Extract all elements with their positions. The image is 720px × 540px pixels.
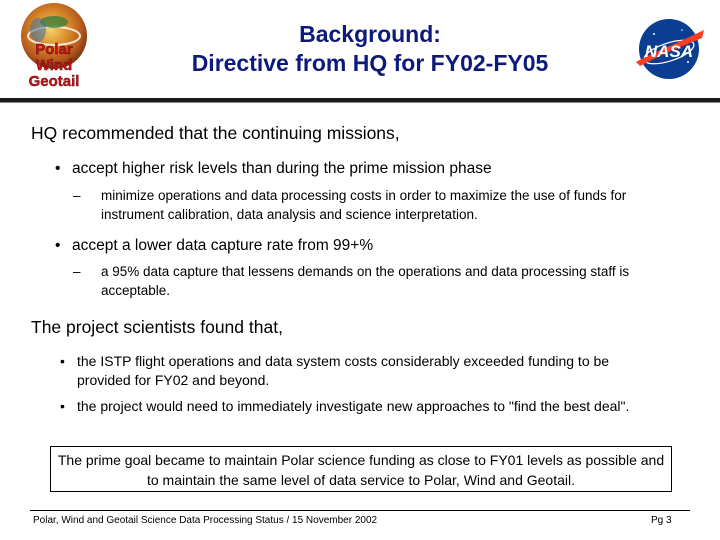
section1-subitem-1-text: minimize operations and data processing costs in order to maximize the use of funds for instrument calibration, data analysis and science interpretation.: [101, 188, 627, 222]
bullet-dot: •: [55, 160, 61, 177]
title-line-1: Background:: [299, 21, 441, 47]
page-number: Pg 3: [651, 515, 672, 526]
dash-marker: –: [73, 264, 81, 279]
title-line-2: Directive from HQ for FY02-FY05: [191, 50, 549, 76]
bullet-dot: •: [55, 237, 61, 254]
section2-bullet-2-text: the project would need to immediately investigate new approaches to "find the best deal".: [77, 398, 630, 414]
bullet-dot: •: [60, 398, 65, 414]
polar-wind-geotail-logo: [8, 0, 100, 96]
title-divider-shadow: [0, 102, 720, 103]
nasa-logo-text: NASA: [644, 42, 694, 61]
slide-title: [120, 20, 620, 78]
nasa-logo: [632, 16, 706, 82]
section2-heading: The project scientists found that,: [31, 317, 283, 337]
section1-subitem-1: [73, 186, 673, 224]
section2-bullet-1: [60, 352, 660, 390]
footer-caption: Polar, Wind and Geotail Science Data Processing Status / 15 November 2002: [33, 515, 378, 526]
section2-bullet-1-text: the ISTP flight operations and data system costs considerably exceeded funding to be provided for FY02 and beyond.: [77, 353, 610, 388]
bullet-dot: •: [60, 353, 65, 369]
logo-text-polar: Polar: [35, 41, 73, 58]
section2-bullet-2: [60, 397, 660, 416]
section1-bullet-1-text: accept higher risk levels than during the prime mission phase: [72, 160, 492, 177]
logo-text-geotail: Geotail: [28, 73, 80, 90]
section1-subitem-2-text: a 95% data capture that lessens demands on the operations and data processing staff is acceptable.: [101, 264, 630, 298]
section1-bullet-2-text: accept a lower data capture rate from 99+%: [72, 237, 374, 254]
footer-divider: [30, 510, 690, 511]
dash-marker: –: [73, 188, 81, 203]
section1-subitem-2: [73, 262, 673, 300]
logo-text-wind: Wind: [35, 57, 73, 74]
section1-heading: HQ recommended that the continuing missions,: [31, 123, 400, 143]
prime-goal-box: The prime goal became to maintain Polar science funding as close to FY01 levels as possible and to maintain the same level of data service to Polar, Wind and Geotail.: [50, 446, 672, 492]
